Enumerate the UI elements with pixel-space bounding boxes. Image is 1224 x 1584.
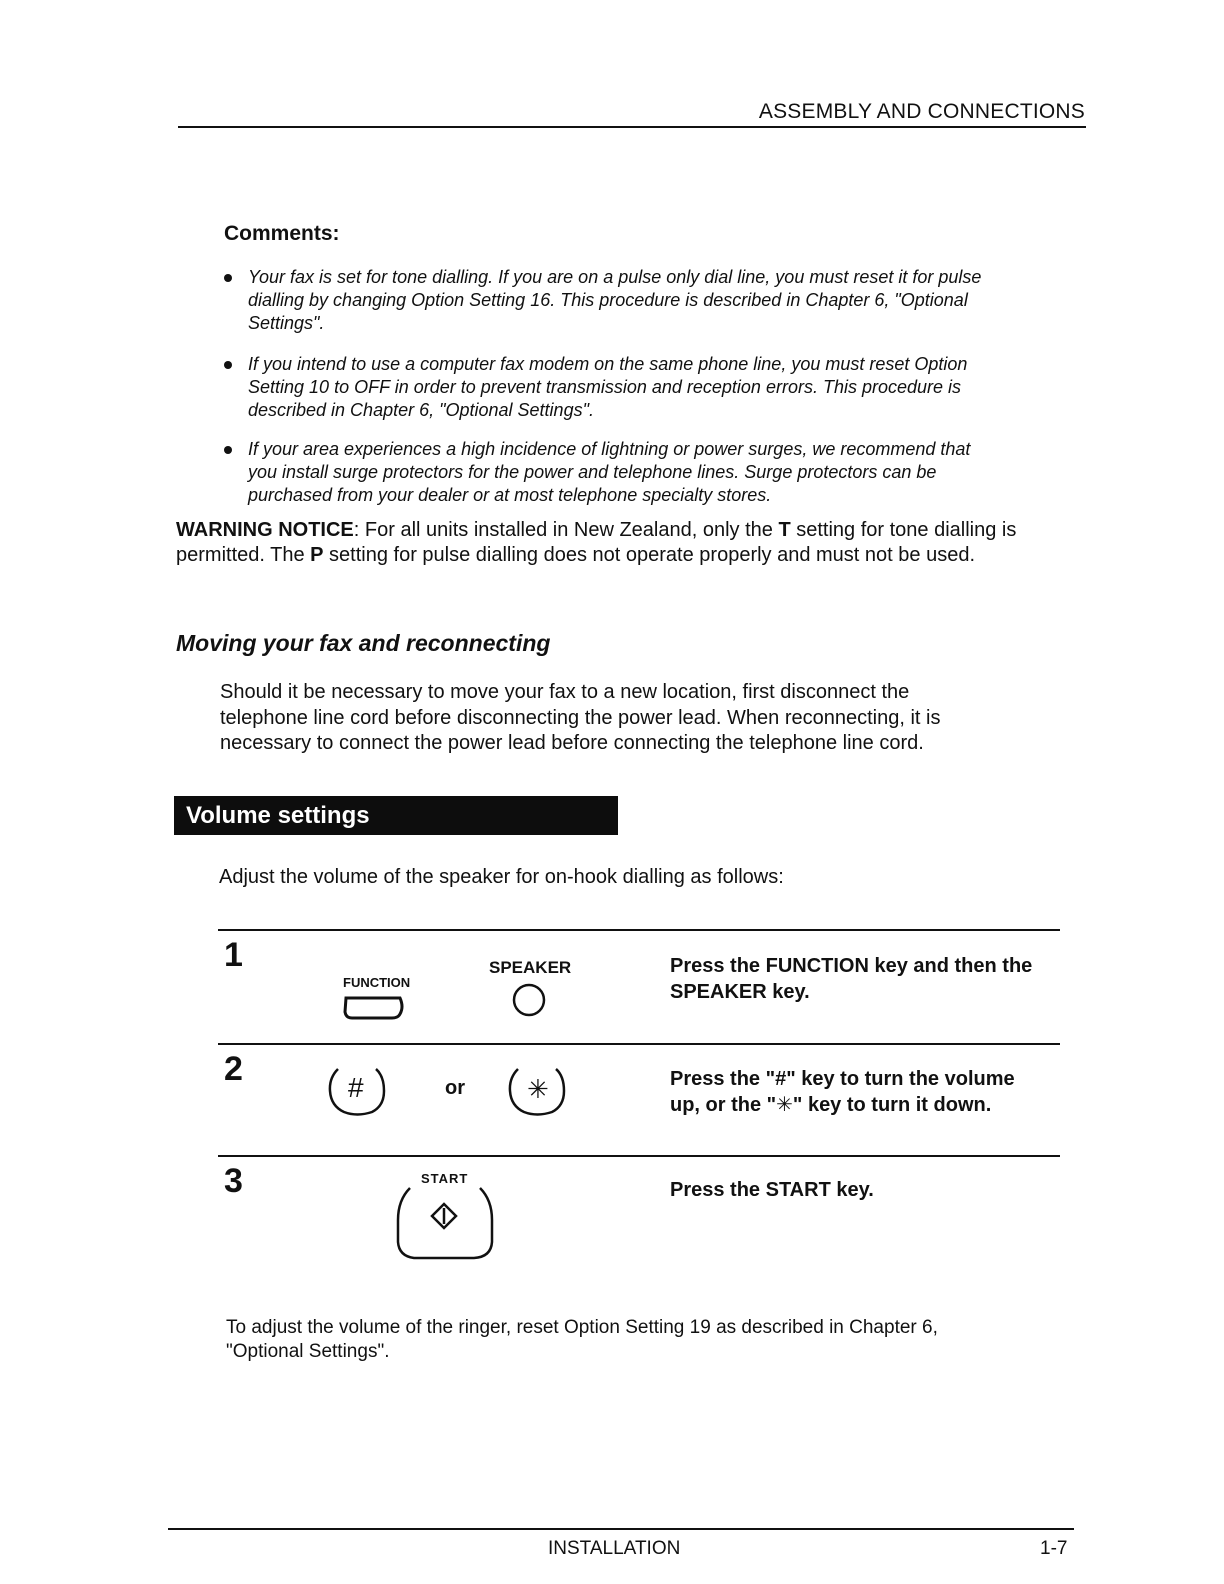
- comment-line: dialling by changing Option Setting 16. This procedure is described in Chapter 6, "Optional: [248, 290, 968, 310]
- comment-line: described in Chapter 6, "Optional Settings".: [248, 400, 594, 420]
- comment-bullet-1: [224, 266, 1044, 335]
- hash-key-glyph: #: [348, 1072, 364, 1103]
- comment-bullet-2: [224, 353, 1044, 422]
- bullet-dot: [224, 446, 232, 454]
- ringer-note-line: To adjust the volume of the ringer, reset Option Setting 19 as described in Chapter 6,: [226, 1317, 938, 1338]
- comments-title: Comments:: [224, 222, 340, 245]
- speaker-key-label: SPEAKER: [489, 958, 572, 977]
- step-1-line: SPEAKER key.: [670, 981, 810, 1003]
- step-3-text: [670, 1177, 1070, 1203]
- comment-line: you install surge protectors for the power and telephone lines. Surge protectors can be: [248, 462, 937, 482]
- step-2-rule: [218, 1043, 1060, 1045]
- comment-line: Setting 10 to OFF in order to prevent transmission and reception errors. This procedure is: [248, 377, 962, 397]
- bullet-dot: [224, 361, 232, 369]
- bullet-dot: [224, 274, 232, 282]
- comment-bullet-3: [224, 438, 1044, 507]
- volume-intro: Adjust the volume of the speaker for on-hook dialling as follows:: [219, 866, 784, 888]
- step-2-number: 2: [224, 1050, 243, 1088]
- step-3-line: Press the START key.: [670, 1179, 874, 1201]
- step-1-rule: [218, 929, 1060, 931]
- footer-rule: [168, 1528, 1074, 1530]
- moving-line: telephone line cord before disconnecting the power lead. When reconnecting, it is: [220, 706, 941, 729]
- footer-section: INSTALLATION: [548, 1538, 681, 1559]
- running-header: ASSEMBLY AND CONNECTIONS: [758, 100, 1085, 123]
- step-1-text: [670, 953, 1070, 1005]
- moving-line: necessary to connect the power lead before connecting the telephone line cord.: [220, 732, 924, 754]
- warning-t: T: [778, 519, 791, 541]
- moving-line: Should it be necessary to move your fax to a new location, first disconnect the: [220, 681, 910, 703]
- function-key-icon: [342, 994, 406, 1020]
- comment-line: If you intend to use a computer fax modem on the same phone line, you must reset Option: [248, 354, 968, 374]
- start-key-label: START: [421, 1171, 469, 1186]
- ringer-note-line: "Optional Settings".: [226, 1341, 390, 1362]
- comment-line: If your area experiences a high incidence of lightning or power surges, we recommend that: [248, 439, 971, 459]
- warning-p: P: [310, 544, 324, 566]
- moving-paragraph: [220, 680, 1020, 757]
- warning-notice: [176, 518, 1076, 568]
- step-2-line: Press the "#" key to turn the volume: [670, 1068, 1015, 1090]
- comment-line: Your fax is set for tone dialling. If you are on a pulse only dial line, you must reset it for pulse: [248, 267, 982, 287]
- header-rule: [178, 126, 1086, 128]
- step-2-line: up, or the "✳" key to turn it down.: [670, 1094, 992, 1116]
- star-key-glyph: ✳: [527, 1074, 549, 1104]
- step-1-number: 1: [224, 936, 243, 974]
- or-label: or: [445, 1077, 465, 1099]
- ringer-volume-note: [226, 1316, 1066, 1364]
- moving-heading: Moving your fax and reconnecting: [176, 630, 551, 656]
- page-number: 1-7: [1040, 1538, 1068, 1559]
- start-key-icon: [394, 1180, 498, 1266]
- comment-line: purchased from your dealer or at most telephone specialty stores.: [248, 485, 772, 505]
- comment-line: Settings".: [248, 313, 325, 333]
- volume-settings-banner: Volume settings: [174, 796, 618, 835]
- warning-text: permitted. The: [176, 544, 311, 566]
- step-2-text: [670, 1066, 1070, 1118]
- step-3-number: 3: [224, 1162, 243, 1200]
- warning-text: : For all units installed in New Zealand, only the: [353, 519, 779, 541]
- step-1-line: Press the FUNCTION key and then the: [670, 955, 1033, 977]
- speaker-key-icon: [511, 982, 547, 1018]
- function-key-label: FUNCTION: [343, 975, 411, 990]
- warning-label: WARNING NOTICE: [176, 519, 354, 541]
- warning-text: setting for tone dialling is: [790, 519, 1017, 541]
- step-3-rule: [218, 1155, 1060, 1157]
- warning-text: setting for pulse dialling does not operate properly and must not be used.: [323, 544, 976, 566]
